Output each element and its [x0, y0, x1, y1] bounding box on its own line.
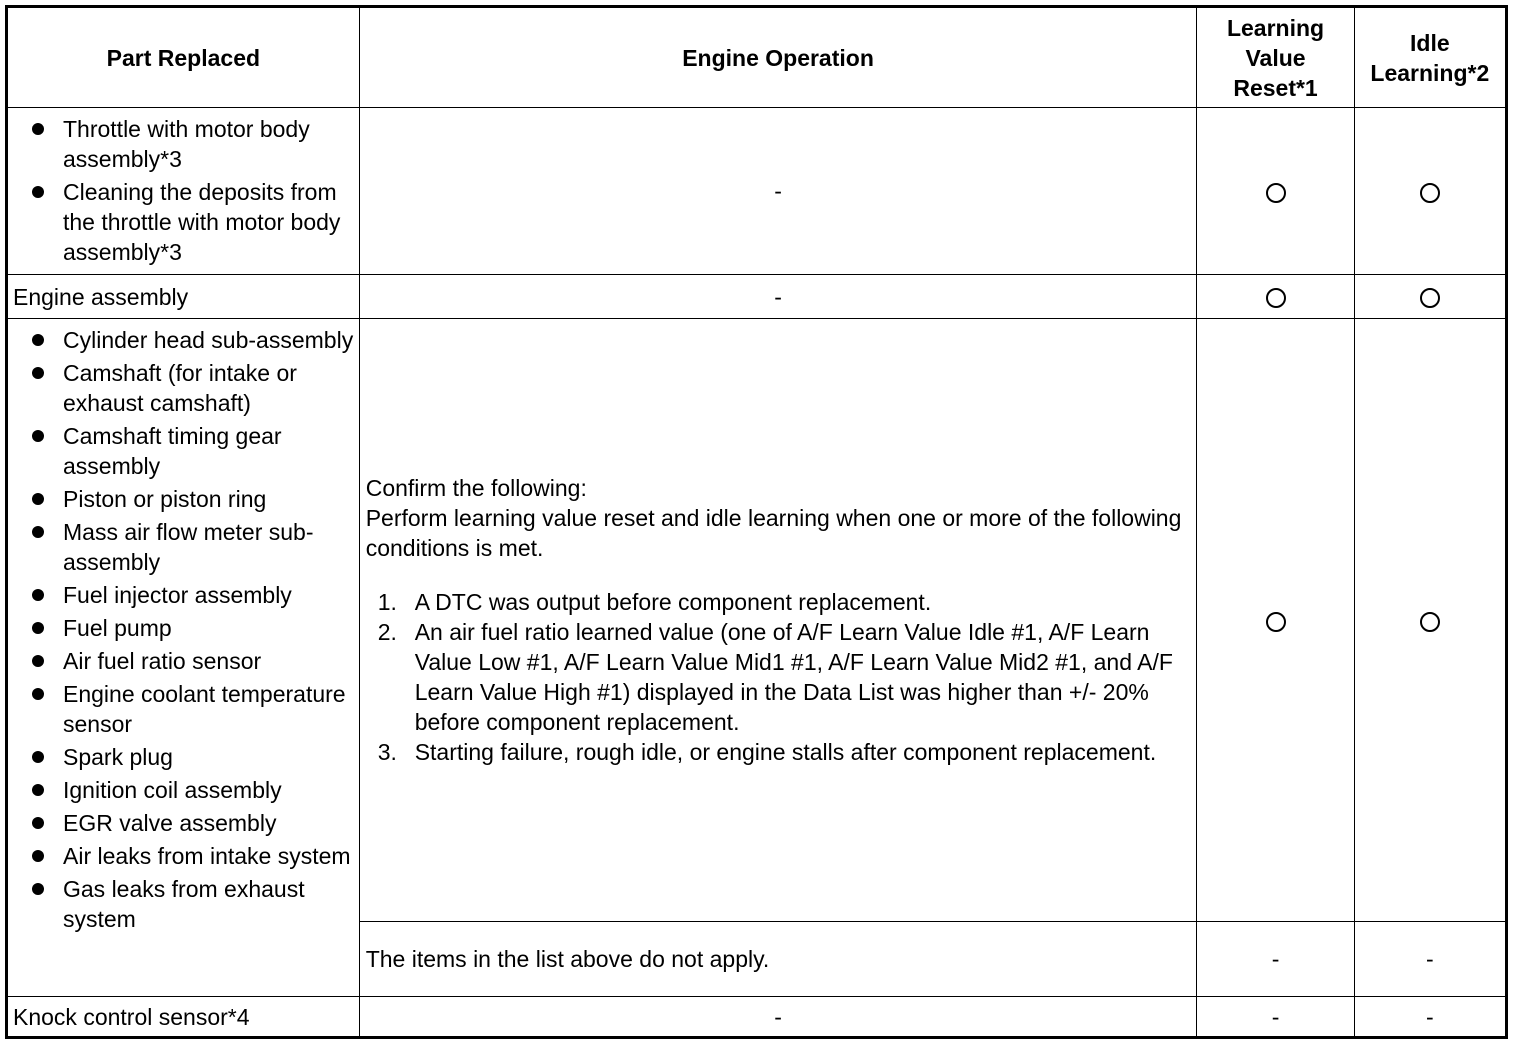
part-list [8, 319, 359, 941]
header-engine-operation: Engine Operation [359, 7, 1197, 108]
operation-cell: - [359, 997, 1197, 1038]
table-row-knock-sensor [7, 997, 1507, 1038]
reset-cell [1197, 319, 1354, 922]
condition-item: 2. An air fuel ratio learned value (one of A/F Learn Value Idle #1, A/F Learn Value Low #1, A/F Learn Value Mid1 #1, A/F Learn Value Mid2 #1, and A/F Learn Value High #1) displayed in the Data List was higher than +/- 20% before component replacement. [377, 619, 1173, 735]
list-item: Cylinder head sub-assembly [8, 325, 355, 355]
list-item: Mass air flow meter sub-assembly [8, 517, 355, 577]
bullet-icon [32, 883, 44, 895]
header-learning-value-reset: Learning Value Reset*1 [1197, 7, 1354, 108]
operation-instruction: Perform learning value reset and idle learning when one or more of the following conditions is met. [365, 505, 1182, 561]
bullet-icon [32, 751, 44, 763]
operation-intro: Confirm the following: [365, 475, 587, 501]
bullet-icon [32, 367, 44, 379]
idle-cell: - [1354, 922, 1506, 997]
operation-cell-not-apply: The items in the list above do not apply. [359, 922, 1197, 997]
condition-item: 3. Starting failure, rough idle, or engine stalls after component replacement. [377, 739, 1157, 765]
learning-requirements-table [5, 5, 1508, 1039]
list-item: Air leaks from intake system [8, 841, 355, 871]
bullet-icon [32, 186, 44, 198]
circle-mark-icon [1420, 183, 1440, 203]
operation-cell: - [359, 275, 1197, 319]
list-item: Spark plug [8, 742, 355, 772]
header-row [7, 7, 1507, 108]
idle-cell [1354, 319, 1506, 922]
bullet-icon [32, 622, 44, 634]
bullet-icon [32, 688, 44, 700]
bullet-icon [32, 784, 44, 796]
list-item: Air fuel ratio sensor [8, 646, 355, 676]
operation-cell: - [359, 108, 1197, 275]
idle-cell [1354, 108, 1506, 275]
bullet-icon [32, 123, 44, 135]
bullet-icon [32, 589, 44, 601]
circle-mark-icon [1266, 288, 1286, 308]
reset-cell [1197, 108, 1354, 275]
list-item: EGR valve assembly [8, 808, 355, 838]
part-cell [7, 319, 360, 997]
list-item: Engine coolant temperature sensor [8, 679, 355, 739]
reset-cell: - [1197, 922, 1354, 997]
part-cell: Engine assembly [7, 275, 360, 319]
list-item: Camshaft timing gear assembly [8, 421, 355, 481]
reset-cell: - [1197, 997, 1354, 1038]
circle-mark-icon [1420, 612, 1440, 632]
list-item: Gas leaks from exhaust system [8, 874, 355, 934]
list-item: Fuel pump [8, 613, 355, 643]
bullet-icon [32, 526, 44, 538]
operation-cell-conditions [359, 319, 1197, 922]
list-item: Ignition coil assembly [8, 775, 355, 805]
table-row-throttle [7, 108, 1507, 275]
table-row-components-a [7, 319, 1507, 922]
list-item: Piston or piston ring [8, 484, 355, 514]
condition-item: 1. A DTC was output before component replacement. [377, 589, 932, 615]
idle-cell [1354, 275, 1506, 319]
bullet-icon [32, 817, 44, 829]
reset-cell [1197, 275, 1354, 319]
header-part-replaced: Part Replaced [7, 7, 360, 108]
header-idle-learning: Idle Learning*2 [1354, 7, 1506, 108]
part-list [8, 108, 359, 274]
bullet-icon [32, 334, 44, 346]
bullet-icon [32, 430, 44, 442]
bullet-icon [32, 850, 44, 862]
list-item: Fuel injector assembly [8, 580, 355, 610]
bullet-icon [32, 493, 44, 505]
bullet-icon [32, 655, 44, 667]
circle-mark-icon [1266, 612, 1286, 632]
circle-mark-icon [1266, 183, 1286, 203]
part-cell: Knock control sensor*4 [7, 997, 360, 1038]
list-item: Cleaning the deposits from the throttle with motor body assembly*3 [8, 177, 355, 267]
circle-mark-icon [1420, 288, 1440, 308]
list-item: Throttle with motor body assembly*3 [8, 114, 355, 174]
table-row-engine-assembly [7, 275, 1507, 319]
list-item: Camshaft (for intake or exhaust camshaft) [8, 358, 355, 418]
condition-list [366, 587, 1191, 767]
idle-cell: - [1354, 997, 1506, 1038]
part-cell [7, 108, 360, 275]
